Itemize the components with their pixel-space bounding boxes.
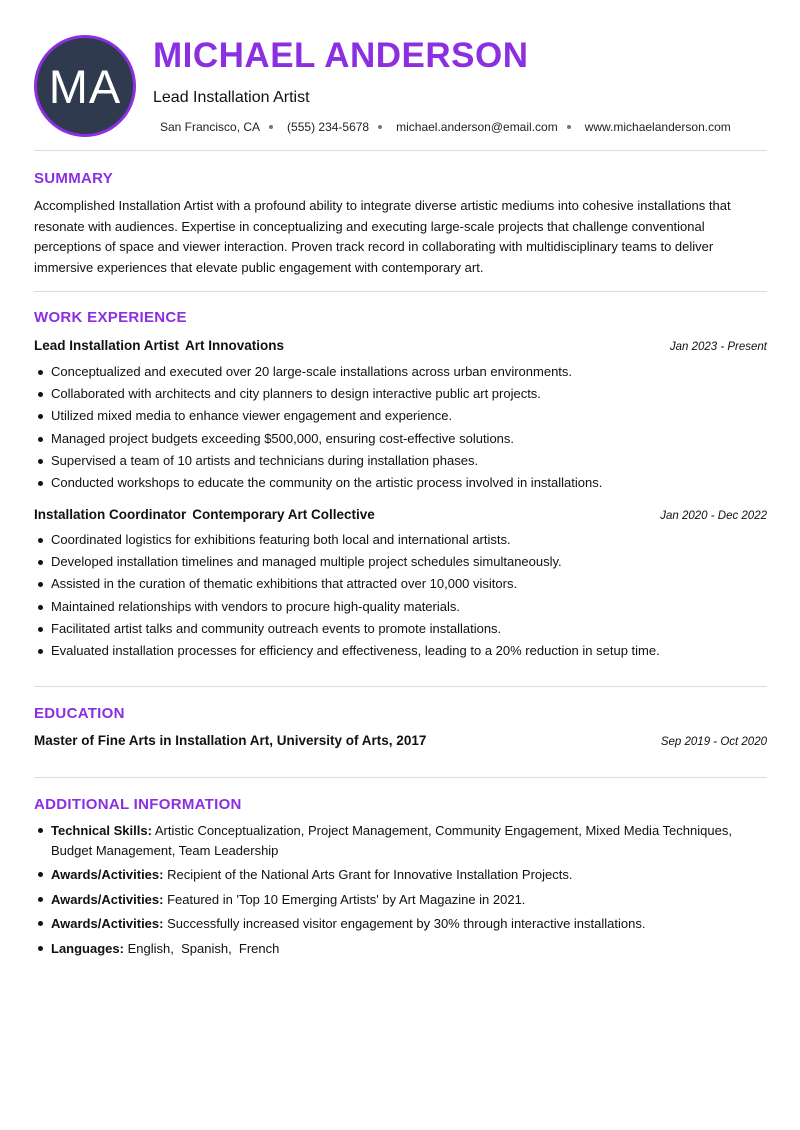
item-label: Awards/Activities: [51,916,164,931]
list-item: Conducted workshops to educate the community on the artistic process involved in installations. [34,472,769,494]
contact-email[interactable]: michael.anderson@email.com [396,120,558,134]
item-label: Languages: [51,940,124,956]
additional-heading: ADDITIONAL INFORMATION [34,796,242,813]
job-heading [34,338,284,353]
divider [34,686,767,687]
candidate-name: MICHAEL ANDERSON [153,36,529,75]
language: English [127,940,171,956]
contact-location: San Francisco, CA [160,120,261,134]
list-item: Utilized mixed media to enhance viewer engagement and experience. [34,405,769,427]
list-item: Collaborated with architects and city planners to design interactive public art projects. [34,383,769,405]
job-bullets [34,361,769,494]
language: , Spanish [170,941,228,956]
separator-dot [567,125,571,129]
job-dates: Jan 2023 - Present [669,341,767,353]
skills-text: Artistic Conceptualization, Project Management, Community Engagement, Mixed Media Techniques, Budget Management, Team Leadership [51,823,732,858]
contact-line [160,120,731,134]
item-label: Technical Skills: [51,823,152,838]
job-heading [34,507,375,522]
list-item [34,865,769,885]
job-company: Art Innovations [185,338,285,353]
item-label: Awards/Activities: [51,891,164,907]
item-label: Awards/Activities: [51,867,164,882]
separator-dot [378,125,382,129]
list-item [34,914,769,934]
education-heading: EDUCATION [34,705,125,722]
list-item: Assisted in the curation of thematic exhibitions that attracted over 10,000 visitors. [34,573,769,595]
list-item: Facilitated artist talks and community outreach events to promote installations. [34,618,769,640]
additional-list [34,821,769,963]
avatar [34,35,136,137]
list-item: Maintained relationships with vendors to procure high-quality materials. [34,596,769,618]
avatar-initials: MA [48,59,122,113]
separator-dot [269,125,273,129]
list-item [34,821,769,860]
divider [34,291,767,292]
summary-text: Accomplished Installation Artist with a profound ability to integrate diverse artistic mediums into cohesive installations that resonate with audiences. Expertise in conceptualizing and executing large-scale projects that challenge conventional perceptions of space and viewer interaction. Proven track record in collaborating with multidisciplinary teams to deliver immersive experiences that elevate public engagement with contemporary art. [34,198,731,275]
list-item: Evaluated installation processes for efficiency and effectiveness, leading to a 20% reduction in setup time. [34,640,769,662]
contact-website[interactable]: www.michaelanderson.com [584,120,731,134]
award-text: Recipient of the National Arts Grant for Innovative Installation Projects. [167,867,573,882]
education-degree: Master of Fine Arts in Installation Art, University of Arts, 2017 [34,733,427,748]
award-text: Featured in 'Top 10 Emerging Artists' by Art Magazine in 2021. [167,891,526,907]
language: , French [228,941,279,956]
experience-heading: WORK EXPERIENCE [34,309,187,326]
candidate-role: Lead Installation Artist [153,89,310,106]
job-bullets [34,529,769,662]
contact-phone: (555) 234-5678 [287,120,370,134]
divider [34,777,767,778]
job-dates: Jan 2020 - Dec 2022 [660,510,767,522]
list-item [34,939,769,959]
list-item: Developed installation timelines and managed multiple project schedules simultaneously. [34,551,769,573]
list-item: Conceptualized and executed over 20 large-scale installations across urban environments. [34,361,769,383]
job-position: Lead Installation Artist [34,338,180,353]
award-text: Successfully increased visitor engagement by 30% through interactive installations. [167,916,646,931]
list-item: Managed project budgets exceeding $500,000, ensuring cost-effective solutions. [34,428,769,450]
education-dates: Sep 2019 - Oct 2020 [660,736,767,748]
job-position: Installation Coordinator [34,507,187,522]
divider [34,150,767,151]
summary-heading: SUMMARY [34,170,114,187]
job-company: Contemporary Art Collective [192,507,375,522]
list-item [34,890,769,910]
languages-list [128,941,280,956]
list-item: Coordinated logistics for exhibitions featuring both local and international artists. [34,529,769,551]
list-item: Supervised a team of 10 artists and technicians during installation phases. [34,450,769,472]
